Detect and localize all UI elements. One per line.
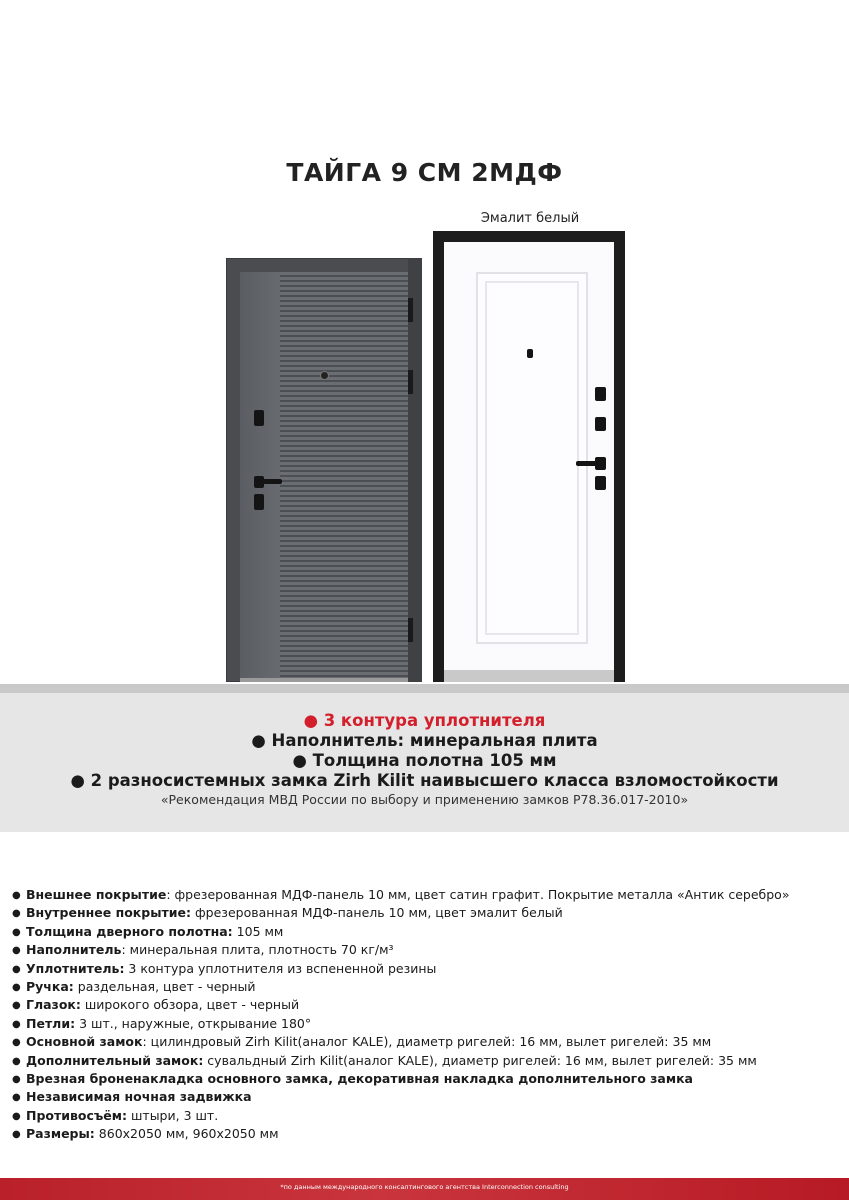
spec-key: Уплотнитель: xyxy=(26,960,125,976)
spec-item xyxy=(12,904,842,922)
spec-key: Основной замок xyxy=(26,1034,143,1050)
spec-key: Врезная броненакладка основного замка, декоративная накладка дополнительного замка xyxy=(26,1071,693,1087)
spec-value: фрезерованная МДФ-панель 10 мм, цвет эмалит белый xyxy=(191,905,563,921)
night-latch-icon xyxy=(527,349,533,358)
spec-item xyxy=(12,1088,842,1106)
bullet-icon: ● xyxy=(12,1037,21,1049)
bullet-icon: ● xyxy=(12,1000,21,1012)
bullet-icon: ● xyxy=(12,1129,21,1141)
hinge-icon xyxy=(408,618,413,642)
spec-value: 105 мм xyxy=(232,923,284,939)
spec-key: Дополнительный замок: xyxy=(26,1052,204,1068)
spec-key: Внутреннее покрытие: xyxy=(26,905,192,921)
bullet-icon: ● xyxy=(12,1074,21,1086)
spec-value: 3 контура уплотнителя из вспененной резины xyxy=(124,960,437,976)
inner-color-label: Эмалит белый xyxy=(480,211,580,226)
feature-line: ● Толщина полотна 105 мм xyxy=(292,751,557,770)
door-outside-left-panel xyxy=(240,272,280,678)
handle-lever-icon xyxy=(576,461,602,466)
hinge-icon xyxy=(408,298,413,322)
spec-item xyxy=(12,1015,842,1033)
bullet-icon: ● xyxy=(12,1092,21,1104)
lock-cylinder-bottom-icon xyxy=(254,494,264,510)
door-inside-leaf xyxy=(444,242,614,670)
door-inside-panel xyxy=(476,272,588,644)
spec-item xyxy=(12,1107,842,1125)
spec-value: 3 шт., наружные, открывание 180° xyxy=(75,1015,312,1031)
specs-list xyxy=(12,886,842,1144)
spec-item xyxy=(12,978,842,996)
spec-key: Внешнее покрытие xyxy=(26,887,167,902)
spec-item xyxy=(12,1070,842,1088)
spec-key: Толщина дверного полотна: xyxy=(26,923,233,939)
spec-key: Размеры: xyxy=(26,1126,95,1142)
door-inside-panel-inner xyxy=(485,281,579,635)
spec-item xyxy=(12,1052,842,1070)
spec-key: Ручка: xyxy=(26,979,74,995)
spec-key: Наполнитель xyxy=(26,942,122,958)
gray-band-top xyxy=(0,684,849,693)
lock-cylinder-top-icon xyxy=(595,387,606,401)
spec-item xyxy=(12,996,842,1014)
key-features xyxy=(0,711,849,808)
spec-key: Противосъём: xyxy=(26,1107,127,1123)
feature-note: «Рекомендация МВД России по выбору и применению замков Р78.36.017-2010» xyxy=(160,792,689,807)
peephole-icon xyxy=(320,371,329,380)
footer-bar xyxy=(0,1178,849,1200)
spec-value: сувальдный Zirh Kilit(аналог KALE), диаметр ригелей: 16 мм, вылет ригелей: 35 мм xyxy=(203,1052,757,1068)
spec-value: 860x2050 мм, 960x2050 мм xyxy=(94,1126,279,1142)
door-outside-image xyxy=(226,258,422,682)
lock-cylinder-top-icon xyxy=(254,410,264,426)
bullet-icon: ● xyxy=(12,890,21,901)
spec-value: широкого обзора, цвет - черный xyxy=(80,997,300,1013)
spec-key: Независимая ночная задвижка xyxy=(26,1089,252,1105)
spec-value: раздельная, цвет - черный xyxy=(73,979,256,995)
lock-cylinder-bottom-icon xyxy=(595,476,606,490)
door-outside-stripes xyxy=(280,272,408,678)
hinge-icon xyxy=(408,370,413,394)
bullet-icon: ● xyxy=(12,945,21,957)
feature-line: ● 3 контура уплотнителя xyxy=(303,711,546,730)
door-inside-base xyxy=(444,670,614,682)
spec-value: : минеральная плита, плотность 70 кг/м³ xyxy=(121,942,394,958)
feature-line: ● 2 разносистемных замка Zirh Kilit наивысшего класса взломостойкости xyxy=(70,771,779,790)
lock-cylinder-icon xyxy=(595,417,606,431)
bullet-icon: ● xyxy=(12,963,21,975)
handle-lever-icon xyxy=(260,479,282,484)
bullet-icon: ● xyxy=(12,982,21,994)
door-outside-threshold xyxy=(240,678,408,682)
spec-item xyxy=(12,941,842,959)
feature-line: ● Наполнитель: минеральная плита xyxy=(251,731,598,750)
spec-key: Петли: xyxy=(26,1015,76,1031)
spec-item xyxy=(12,960,842,978)
spec-item xyxy=(12,886,842,904)
spec-value: : цилиндровый Zirh Kilit(аналог KALE), диаметр ригелей: 16 мм, вылет ригелей: 35 мм xyxy=(142,1034,712,1050)
bullet-icon: ● xyxy=(12,1018,21,1030)
spec-item xyxy=(12,1033,842,1051)
footer-note: *по данным международного консалтингового агентства Interconnection consulting xyxy=(280,1183,569,1191)
spec-value: штыри, 3 шт. xyxy=(127,1107,219,1123)
spec-item xyxy=(12,1125,842,1143)
bullet-icon: ● xyxy=(12,908,21,920)
bullet-icon: ● xyxy=(12,926,21,938)
bullet-icon: ● xyxy=(12,1055,21,1067)
spec-value: : фрезерованная МДФ-панель 10 мм, цвет сатин графит. Покрытие металла «Антик серебро» xyxy=(166,887,790,902)
bullet-icon: ● xyxy=(12,1110,21,1122)
door-inside-image xyxy=(433,231,625,682)
spec-item xyxy=(12,923,842,941)
page-title: ТАЙГА 9 СМ 2МДФ xyxy=(286,158,563,187)
spec-key: Глазок: xyxy=(26,997,81,1013)
